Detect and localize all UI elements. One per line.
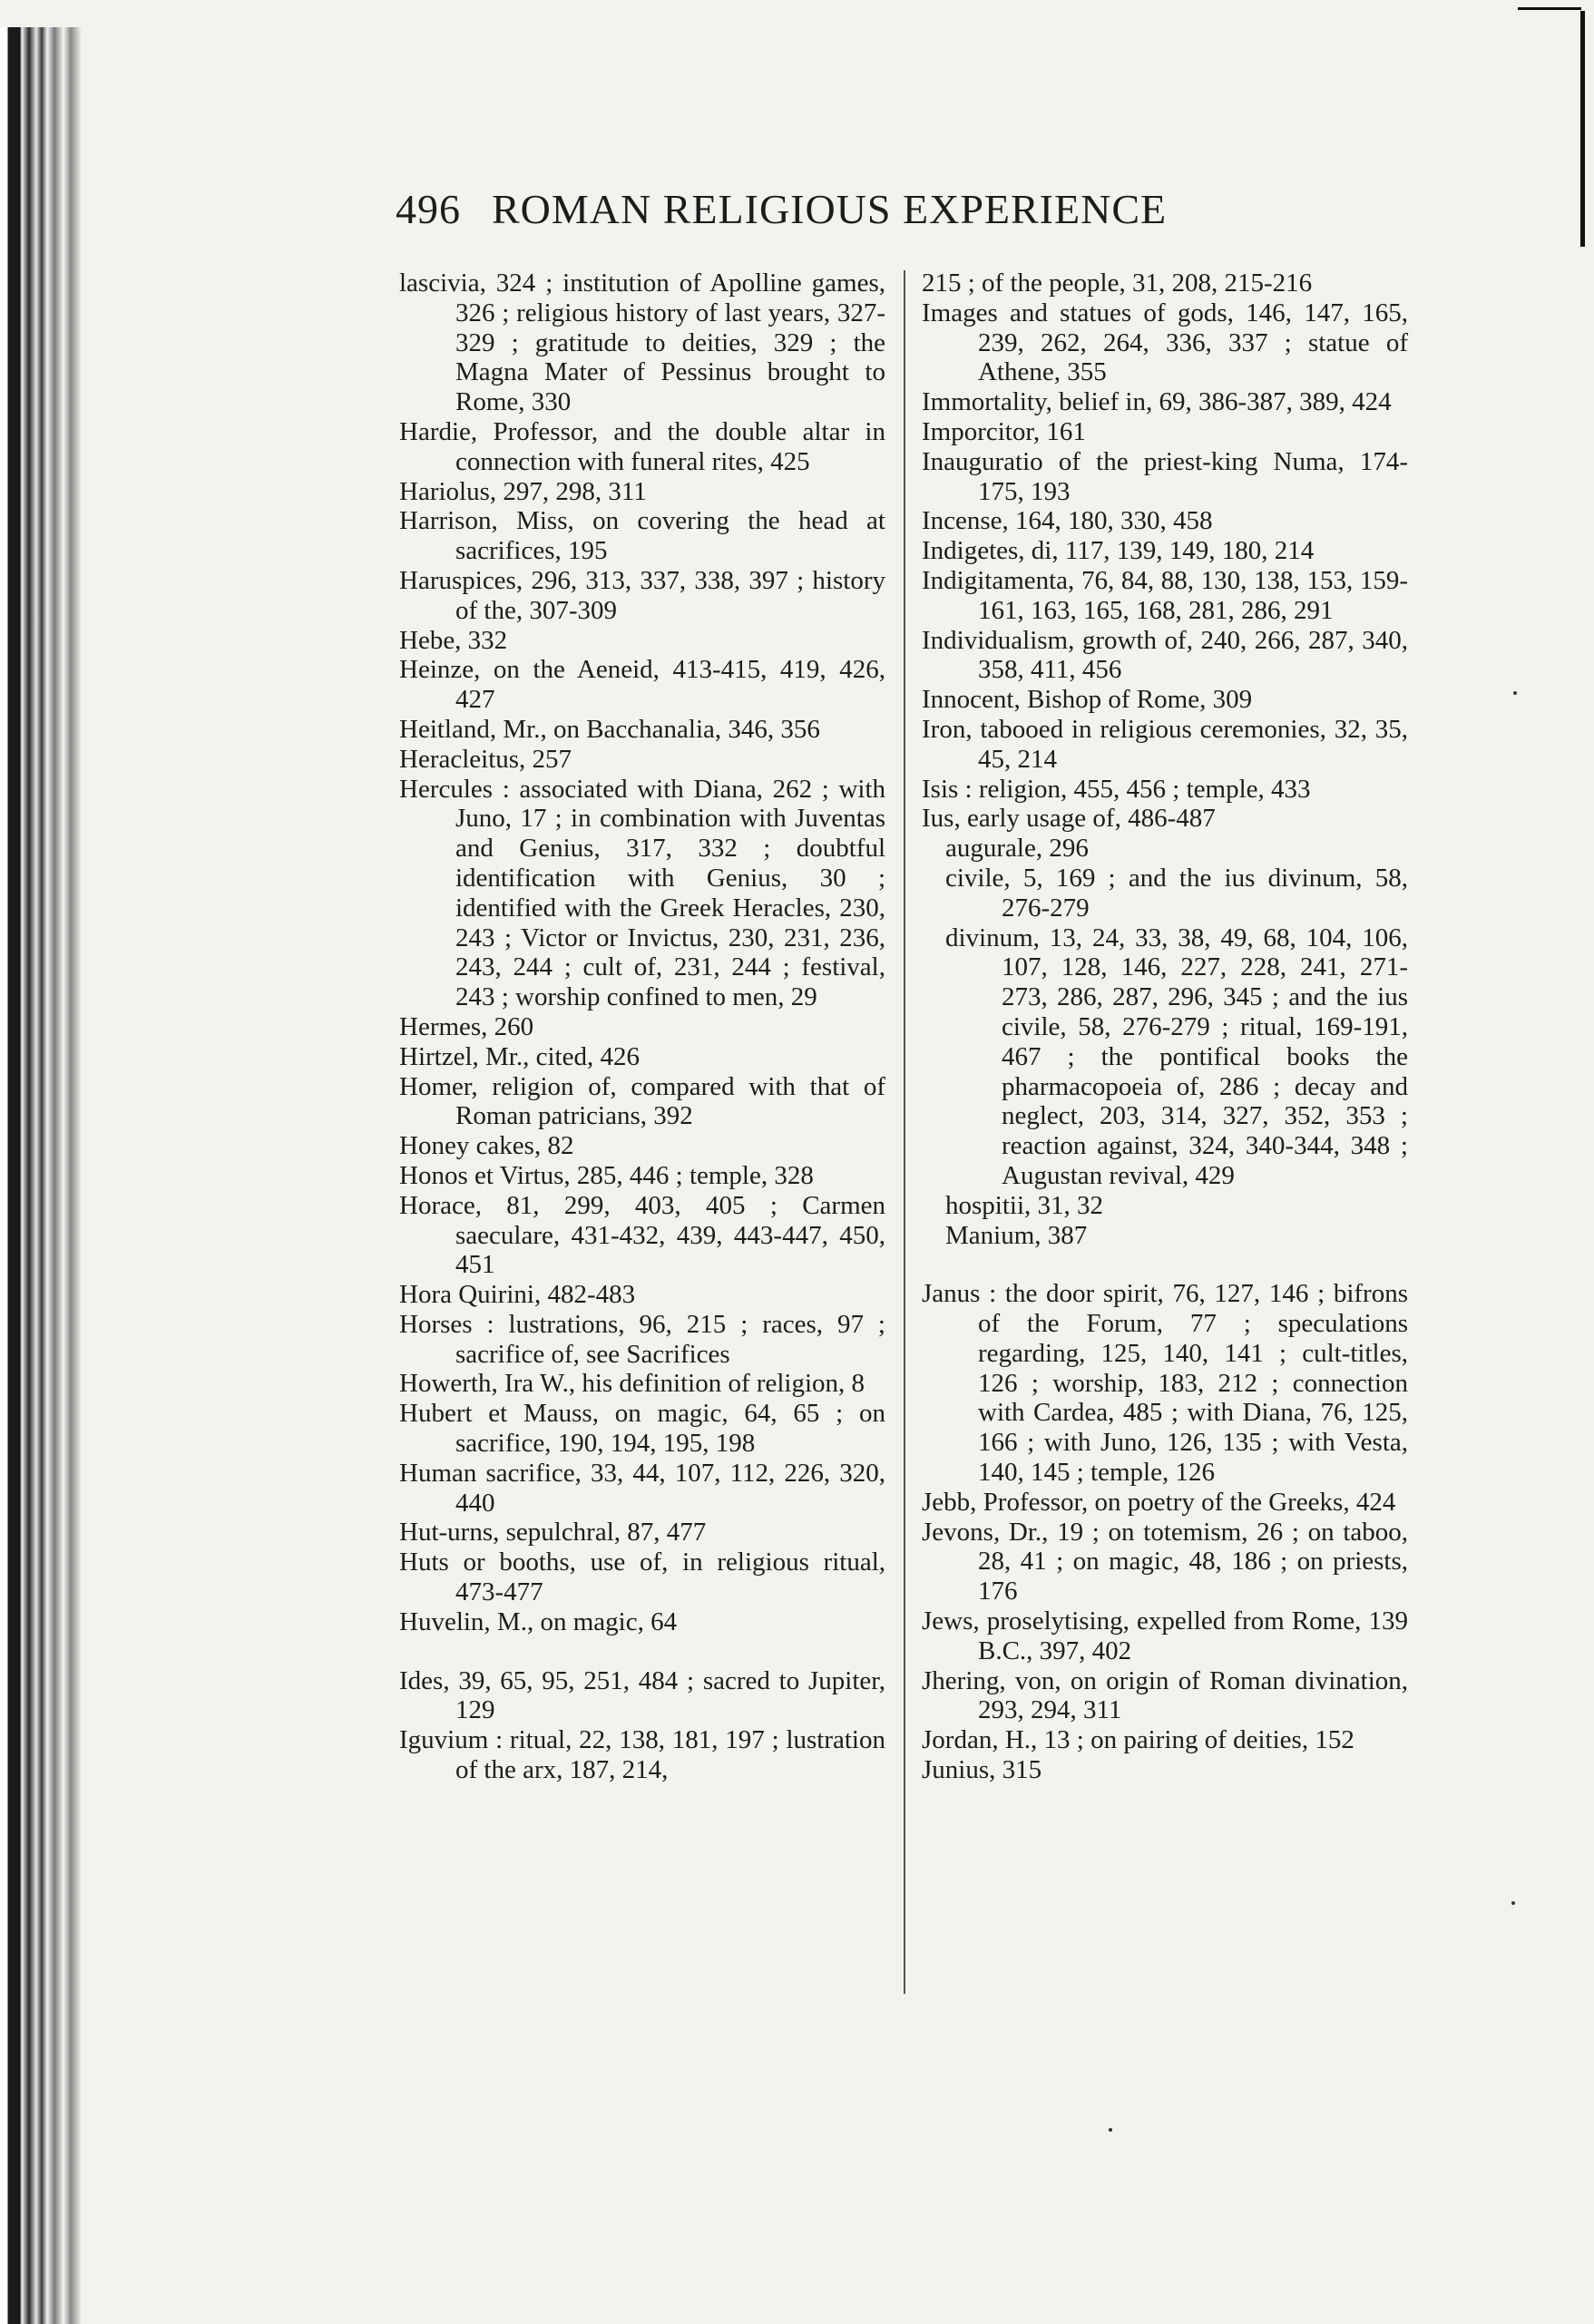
index-entry: Heracleitus, 257 — [399, 744, 572, 774]
index-entry: Iron, tabooed in religious ceremonies, 32, 35, 45, 214 — [922, 714, 1408, 774]
index-subentry: Manium, 387 — [945, 1220, 1088, 1250]
index-entry: Innocent, Bishop of Rome, 309 — [922, 685, 1253, 715]
index-entry: Harrison, Miss, on covering the head at sacrifices, 195 — [399, 506, 885, 566]
index-entry: Hut-urns, sepulchral, 87, 477 — [399, 1518, 707, 1548]
index-entry: Iguvium : ritual, 22, 138, 181, 197 ; lustration of the arx, 187, 214, — [399, 1725, 885, 1785]
index-entry: Jebb, Professor, on poetry of the Greeks, 424 — [922, 1487, 1396, 1517]
index-entry: Incense, 164, 180, 330, 458 — [922, 506, 1213, 536]
scan-speck — [1109, 2128, 1112, 2132]
index-entry: Ius, early usage of, 486-487 — [922, 804, 1216, 834]
index-entry: Human sacrifice, 33, 44, 107, 112, 226, 320, 440 — [399, 1458, 885, 1518]
index-entry: Immortality, belief in, 69, 386-387, 389, 424 — [922, 387, 1392, 417]
book-binding-edge — [0, 0, 100, 2324]
index-entry: Hercules : associated with Diana, 262 ; with Juno, 17 ; in combination with Juventas and Genius, 317, 332 ; doubtful identification with Genius, 30 ; identified with the Greek Heracles, 230, 243 ; Victor or Invictus, 230, 231, 236, 243, 244 ; cult of, 231, 244 ; festival, 243 ; worship confined to men, 29 — [399, 774, 885, 1012]
index-entry: Huvelin, M., on magic, 64 — [399, 1606, 678, 1636]
index-entry: Isis : religion, 455, 456 ; temple, 433 — [922, 774, 1311, 804]
index-entry: Haruspices, 296, 313, 337, 338, 397 ; history of the, 307-309 — [399, 565, 885, 625]
index-entry: Jevons, Dr., 19 ; on totemism, 26 ; on taboo, 28, 41 ; on magic, 48, 186 ; on priests, 176 — [922, 1517, 1408, 1606]
index-entry: Jordan, H., 13 ; on pairing of deities, 152 — [922, 1725, 1354, 1755]
index-entry: Indigetes, di, 117, 139, 149, 180, 214 — [922, 536, 1315, 566]
index-entry: Howerth, Ira W., his definition of religion, 8 — [399, 1369, 865, 1399]
index-entry: Imporcitor, 161 — [922, 416, 1086, 446]
index-entry: Hubert et Mauss, on magic, 64, 65 ; on sacrifice, 190, 194, 195, 198 — [399, 1399, 885, 1459]
index-entry: Ides, 39, 65, 95, 251, 484 ; sacred to Jupiter, 129 — [399, 1665, 885, 1725]
index-column-right — [922, 269, 1408, 1785]
page-header — [396, 185, 1303, 243]
column-divider — [904, 270, 905, 1994]
index-entry: Hebe, 332 — [399, 625, 508, 655]
scan-edge-mark — [1518, 7, 1581, 10]
index-entry: Homer, religion of, compared with that of Roman patricians, 392 — [399, 1071, 885, 1131]
running-title: ROMAN RELIGIOUS EXPERIENCE — [492, 186, 1168, 232]
index-entry: Hermes, 260 — [399, 1011, 534, 1041]
index-entry: Heitland, Mr., on Bacchanalia, 346, 356 — [399, 714, 820, 744]
index-entry: lascivia, 324 ; institution of Apolline games, 326 ; religious history of last years, 327-329 ; gratitude to deities, 329 ; the Magna Mater of Pessinus brought to Rome, 330 — [399, 269, 885, 417]
index-subentry: hospitii, 31, 32 — [945, 1190, 1104, 1220]
index-entry: Jews, proselytising, expelled from Rome, 139 B.C., 397, 402 — [922, 1606, 1408, 1665]
index-entry: Hardie, Professor, and the double altar in connection with funeral rites, 425 — [399, 416, 885, 476]
index-subentry: civile, 5, 169 ; and the ius divinum, 58, 276-279 — [945, 863, 1408, 923]
scan-speck — [1513, 691, 1517, 695]
index-entry: 215 ; of the people, 31, 208, 215-216 — [922, 269, 1313, 298]
page-number: 496 — [396, 186, 461, 232]
index-entry: Inauguratio of the priest-king Numa, 174-175, 193 — [922, 446, 1408, 506]
index-subentry: divinum, 13, 24, 33, 38, 49, 68, 104, 106, 107, 128, 146, 227, 228, 241, 271-273, 286, 287, 296, 345 ; and the ius civile, 58, 276-279 ; ritual, 169-191, 467 ; the pontifical books the pharmacopoeia of, 286 ; decay and neglect, 203, 314, 327, 352, 353 ; reaction against, 324, 340-344, 348 ; Augustan revival, 429 — [945, 923, 1408, 1190]
index-entry: Junius, 315 — [922, 1755, 1042, 1785]
index-entry: Heinze, on the Aeneid, 413-415, 419, 426, 427 — [399, 655, 885, 715]
index-entry: Honos et Virtus, 285, 446 ; temple, 328 — [399, 1160, 814, 1190]
index-entry: Horses : lustrations, 96, 215 ; races, 97 ; sacrifice of, see Sacrifices — [399, 1309, 885, 1369]
index-subentry: augurale, 296 — [945, 834, 1089, 864]
index-column-left — [399, 269, 885, 1785]
binding-top-margin — [0, 0, 100, 27]
scan-speck — [1511, 1901, 1515, 1905]
index-entry: Hora Quirini, 482-483 — [399, 1280, 636, 1310]
index-entry: Hariolus, 297, 298, 311 — [399, 476, 647, 506]
index-entry: Individualism, growth of, 240, 266, 287, 340, 358, 411, 456 — [922, 625, 1408, 685]
scan-right-edge — [1580, 11, 1585, 247]
index-entry: Honey cakes, 82 — [399, 1131, 574, 1161]
index-entry: Indigitamenta, 76, 84, 88, 130, 138, 153, 159-161, 163, 165, 168, 281, 286, 291 — [922, 565, 1408, 625]
index-entry: Images and statues of gods, 146, 147, 165, 239, 262, 264, 336, 337 ; statue of Athene, 355 — [922, 298, 1408, 387]
index-entry: Janus : the door spirit, 76, 127, 146 ; bifrons of the Forum, 77 ; speculations regarding, 125, 140, 141 ; cult-titles, 126 ; worship, 183, 212 ; connection with Cardea, 485 ; with Diana, 76, 125, 166 ; with Juno, 126, 135 ; with Vesta, 140, 145 ; temple, 126 — [922, 1279, 1408, 1488]
index-entry: Huts or booths, use of, in religious ritual, 473-477 — [399, 1548, 885, 1607]
index-entry: Jhering, von, on origin of Roman divination, 293, 294, 311 — [922, 1665, 1408, 1725]
index-entry: Horace, 81, 299, 403, 405 ; Carmen saeculare, 431-432, 439, 443-447, 450, 451 — [399, 1190, 885, 1280]
index-entry: Hirtzel, Mr., cited, 426 — [399, 1041, 640, 1071]
